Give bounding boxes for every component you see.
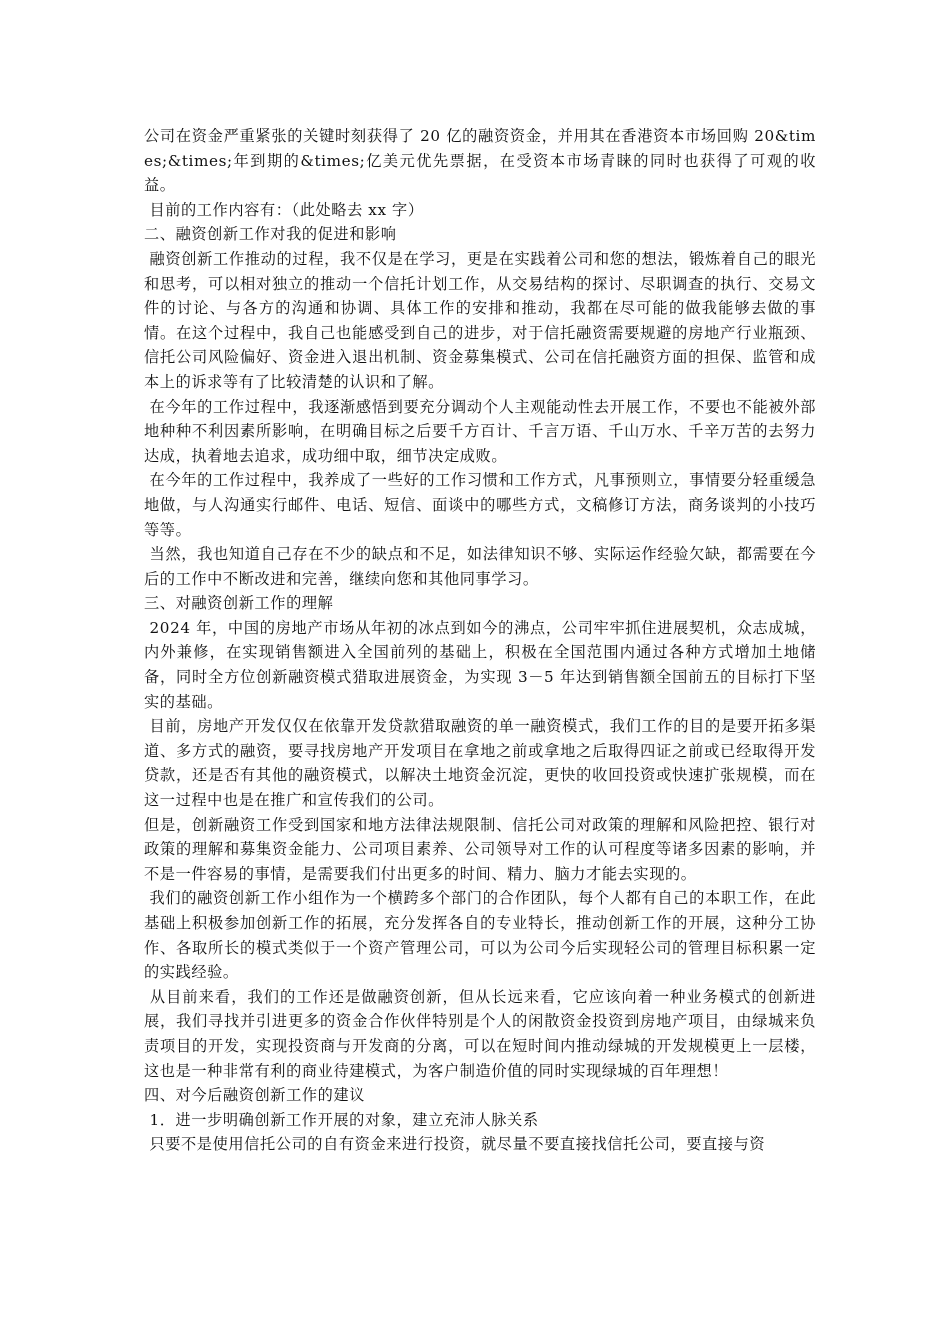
paragraph-11: 从目前来看，我们的工作还是做融资创新，但从长远来看，它应该向着一种业务模式的创新进展，我们寻找并引进更多的资金合作伙伴特别是个人的闲散资金投资到房地产项目，由绿城来负责项目的开发，实现投资商与开发商的分离，可以在短时间内推动绿城的开发规模更上一层楼，这也是一种非常有利的商业待建模式，为客户制造价值的同时实现绿城的百年理想！ (144, 987, 816, 1080)
section-heading-4: 四、对今后融资创新工作的建议 (144, 1086, 366, 1105)
paragraph-10: 我们的融资创新工作小组作为一个横跨多个部门的合作团队，每个人都有自己的本职工作，在此基础上积极参加创新工作的拓展，充分发挥各自的专业特长，推动创新工作的开展，这种分工协作、各取所长的模式类似于一个资产管理公司，可以为公司今后实现轻公司的管理目标积累一定的实践经验。 (144, 889, 816, 982)
subsection-heading-1: 1．进一步明确创新工作开展的对象，建立充沛人脉关系 (144, 1110, 539, 1129)
paragraph-2: 目前的工作内容有：（此处略去 xx 字） (144, 200, 424, 219)
paragraph-7: 2024 年，中国的房地产市场从年初的冰点到如今的沸点，公司牢牢抓住进展契机，众志成城，内外兼修，在实现销售额进入全国前列的基础上，积极在全国范围内通过各种方式增加土地储备，同时全方位创新融资模式猎取进展资金，为实现 3－5 年达到销售额全国前五的目标打下坚实的基础。 (144, 618, 816, 711)
paragraph-6: 当然，我也知道自己存在不少的缺点和不足，如法律知识不够、实际运作经验欠缺，都需要在今后的工作中不断改进和完善，继续向您和其他同事学习。 (144, 545, 816, 588)
paragraph-4: 在今年的工作过程中，我逐渐感悟到要充分调动个人主观能动性去开展工作，不要也不能被外部地种种不利因素所影响，在明确目标之后要千方百计、千言万语、千山万水、千辛万苦的去努力达成，执着地去追求，成功细中取，细节决定成败。 (144, 397, 816, 465)
paragraph-1: 公司在资金严重紧张的关键时刻获得了 20 亿的融资资金，并用其在香港资本市场回购 20&times;&times;年到期的&times;亿美元优先票据，在受资本市场青睐的同时也获得了可观的收益。 (144, 127, 816, 195)
paragraph-9: 但是，创新融资工作受到国家和地方法律法规限制、信托公司对政策的理解和风险把控、银行对政策的理解和募集资金能力、公司项目素养、公司领导对工作的认可程度等诸多因素的影响，并不是一件容易的事情，是需要我们付出更多的时间、精力、脑力才能去实现的。 (144, 815, 816, 883)
section-heading-3: 三、对融资创新工作的理解 (144, 594, 334, 613)
paragraph-5: 在今年的工作过程中，我养成了一些好的工作习惯和工作方式，凡事预则立，事情要分轻重缓急地做，与人沟通实行邮件、电话、短信、面谈中的哪些方式，文稿修订方法，商务谈判的小技巧等等。 (144, 471, 816, 539)
paragraph-12: 只要不是使用信托公司的自有资金来进行投资，就尽量不要直接找信托公司，要直接与资 (144, 1135, 766, 1154)
paragraph-8: 目前，房地产开发仅仅在依靠开发贷款猎取融资的单一融资模式，我们工作的目的是要开拓多渠道、多方式的融资，要寻找房地产开发项目在拿地之前或拿地之后取得四证之前或已经取得开发贷款，还是否有其他的融资模式，以解决土地资金沉淀，更快的收回投资或快速扩张规模，而在这一过程中也是在推广和宣传我们的公司。 (144, 717, 816, 810)
section-heading-2: 二、融资创新工作对我的促进和影响 (144, 225, 397, 244)
document-body (144, 124, 816, 1157)
paragraph-3: 融资创新工作推动的过程，我不仅是在学习，更是在实践着公司和您的想法，锻炼着自己的眼光和思考，可以相对独立的推动一个信托计划工作，从交易结构的探讨、尽职调查的执行、交易文件的讨论、与各方的沟通和协调、具体工作的安排和推动，我都在尽可能的做我能够去做的事情。在这个过程中，我自己也能感受到自己的进步，对于信托融资需要规避的房地产行业瓶颈、信托公司风险偏好、资金进入退出机制、资金募集模式、公司在信托融资方面的担保、监管和成本上的诉求等有了比较清楚的认识和了解。 (144, 249, 816, 391)
